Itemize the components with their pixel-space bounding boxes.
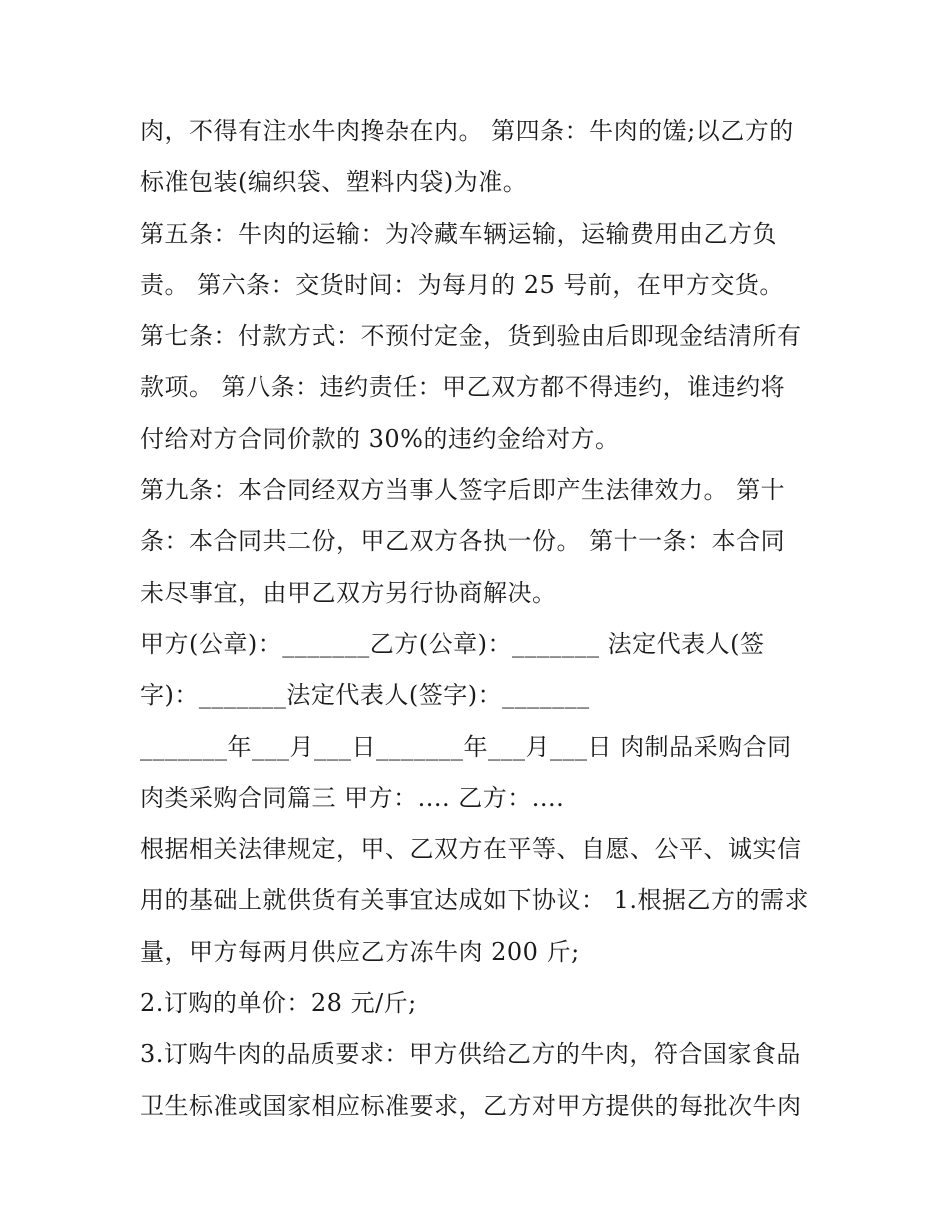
text-line: 量，甲方每两月供应乙方冻牛肉 200 斤;	[140, 937, 580, 966]
text-line: 第七条：付款方式：不预付定金，货到验由后即现金结清所有	[140, 322, 802, 351]
text-line: 责。 第六条：交货时间：为每月的 25 号前，在甲方交货。	[140, 270, 784, 299]
text-line: 肉，不得有注水牛肉搀杂在内。 第四条：牛肉的馐;以乙方的	[140, 117, 794, 145]
text-line: 付给对方合同价款的 30%的违约金给对方。	[140, 424, 620, 453]
text-line: 2.订购的单价：28 元/斤;	[140, 989, 417, 1018]
text-line: 款项。 第八条：违约责任：甲乙双方都不得违约，谁违约将	[140, 373, 786, 402]
text-line: 第九条：本合同经双方当事人签字后即产生法律效力。 第十	[140, 476, 786, 505]
text-line: 未尽事宜，由甲乙双方另行协商解决。	[140, 578, 557, 607]
contract-text-body	[140, 106, 830, 1132]
text-line: 卫生标准或国家相应标准要求，乙方对甲方提供的每批次牛肉	[140, 1091, 802, 1120]
text-line: 第五条：牛肉的运输：为冷藏车辆运输，运输费用由乙方负	[140, 219, 777, 248]
text-line: 条：本合同共二份，甲乙双方各执一份。 第十一条：本合同	[140, 527, 786, 556]
text-line: 根据相关法律规定，甲、乙双方在平等、自愿、公平、诚实信	[140, 835, 802, 864]
text-line: 3.订购牛肉的品质要求：甲方供给乙方的牛肉，符合国家食品	[140, 1040, 801, 1069]
signature-line: 字)：_______法定代表人(签字)：_______	[140, 681, 590, 710]
text-line: 用的基础上就供货有关事宜达成如下协议： 1.根据乙方的需求	[140, 886, 810, 915]
date-line: _______年___月___日_______年___月___日 肉制品采购合同	[140, 732, 792, 761]
signature-line: 甲方(公章)：_______乙方(公章)：_______ 法定代表人(签	[140, 629, 765, 658]
text-line: 标准包装(编织袋、塑料内袋)为准。	[140, 168, 528, 197]
section-heading-line: 肉类采购合同篇三 甲方：.... 乙方：....	[140, 783, 565, 812]
